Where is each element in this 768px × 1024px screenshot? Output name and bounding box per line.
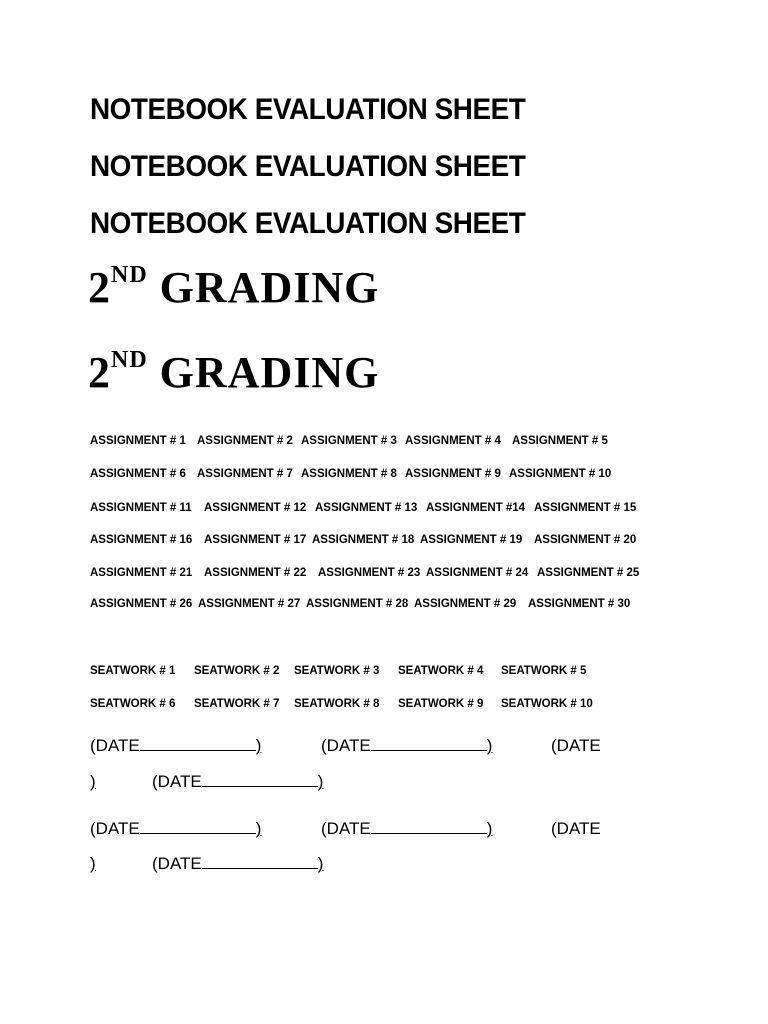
date-field[interactable] [90,736,261,756]
date-field[interactable] [551,736,601,756]
assignment-item: ASSIGNMENT # 18 [312,534,415,546]
assignment-item: ASSIGNMENT # 23 [318,567,421,579]
date-field[interactable] [152,854,323,874]
grading-word: GRADING [159,263,380,312]
assignment-item: ASSIGNMENT # 7 [197,468,293,480]
date-close: ) [255,819,262,838]
assignment-row [90,567,690,585]
date-field[interactable] [551,819,601,839]
assignment-item: ASSIGNMENT # 27 [198,598,301,610]
seatwork-item: SEATWORK # 1 [90,665,176,677]
grading-word: GRADING [159,348,380,397]
date-line [90,772,650,798]
assignment-item: ASSIGNMENT # 16 [90,534,193,546]
date-close: ) [90,854,96,873]
date-label: (DATE [321,736,371,755]
assignment-item: ASSIGNMENT # 15 [534,502,637,514]
assignment-row [90,598,690,616]
assignment-row [90,502,690,520]
assignment-row [90,435,690,453]
date-close: ) [317,772,324,791]
grading-suffix: ND [111,262,148,289]
seatwork-item: SEATWORK # 2 [194,665,280,677]
date-close: ) [90,772,96,791]
assignment-item: ASSIGNMENT # 10 [509,468,612,480]
assignment-item: ASSIGNMENT # 30 [528,598,631,610]
assignment-item: ASSIGNMENT # 13 [315,502,418,514]
assignment-item: ASSIGNMENT # 26 [90,598,193,610]
date-blank[interactable] [371,736,487,751]
date-field[interactable] [321,736,492,756]
assignment-item: ASSIGNMENT # 2 [197,435,293,447]
date-line [90,819,650,845]
date-label: (DATE [152,854,202,873]
page-title: NOTEBOOK EVALUATION SHEET [90,93,526,126]
assignment-row [90,534,690,552]
seatwork-row [90,665,690,683]
assignment-row [90,468,690,486]
date-blank[interactable] [140,819,256,834]
assignment-item: ASSIGNMENT # 21 [90,567,193,579]
date-blank[interactable] [371,819,487,834]
assignment-item: ASSIGNMENT # 28 [306,598,409,610]
grading-number: 2 [88,263,111,312]
grading-number: 2 [88,348,111,397]
date-label: (DATE [321,819,371,838]
seatwork-row [90,698,690,716]
assignment-item: ASSIGNMENT # 19 [420,534,523,546]
assignment-item: ASSIGNMENT # 5 [512,435,608,447]
seatwork-item: SEATWORK # 6 [90,698,176,710]
date-blank[interactable] [202,772,318,787]
date-field[interactable] [321,819,492,839]
assignment-item: ASSIGNMENT # 6 [90,468,186,480]
date-label: (DATE [90,819,140,838]
assignment-item: ASSIGNMENT # 8 [301,468,397,480]
seatwork-item: SEATWORK # 5 [501,665,587,677]
date-label: (DATE [551,819,601,838]
page-title: NOTEBOOK EVALUATION SHEET [90,207,526,240]
assignment-item: ASSIGNMENT #14 [426,502,526,514]
assignment-item: ASSIGNMENT # 1 [90,435,186,447]
seatwork-item: SEATWORK # 8 [294,698,380,710]
date-close: ) [255,736,262,755]
assignment-item: ASSIGNMENT # 24 [426,567,529,579]
assignment-item: ASSIGNMENT # 3 [301,435,397,447]
date-label: (DATE [551,736,601,755]
assignment-item: ASSIGNMENT # 9 [405,468,501,480]
seatwork-item: SEATWORK # 3 [294,665,380,677]
date-close: ) [317,854,324,873]
date-blank[interactable] [202,854,318,869]
grading-suffix: ND [111,347,148,374]
seatwork-item: SEATWORK # 9 [398,698,484,710]
page-title: NOTEBOOK EVALUATION SHEET [90,150,526,183]
assignment-item: ASSIGNMENT # 20 [534,534,637,546]
assignment-item: ASSIGNMENT # 12 [204,502,307,514]
date-blank[interactable] [140,736,256,751]
assignment-item: ASSIGNMENT # 11 [90,502,192,514]
assignment-item: ASSIGNMENT # 17 [204,534,307,546]
date-field[interactable] [152,772,323,792]
assignment-item: ASSIGNMENT # 22 [204,567,307,579]
date-line [90,854,650,880]
grading-heading [88,347,379,398]
assignment-item: ASSIGNMENT # 25 [537,567,640,579]
grading-heading [88,262,379,313]
assignment-item: ASSIGNMENT # 4 [405,435,501,447]
date-label: (DATE [152,772,202,791]
date-field[interactable] [90,819,261,839]
date-close: ) [486,736,493,755]
seatwork-item: SEATWORK # 7 [194,698,280,710]
assignment-item: ASSIGNMENT # 29 [414,598,517,610]
seatwork-item: SEATWORK # 10 [501,698,593,710]
date-label: (DATE [90,736,140,755]
date-line [90,736,650,762]
date-close: ) [486,819,493,838]
seatwork-item: SEATWORK # 4 [398,665,484,677]
